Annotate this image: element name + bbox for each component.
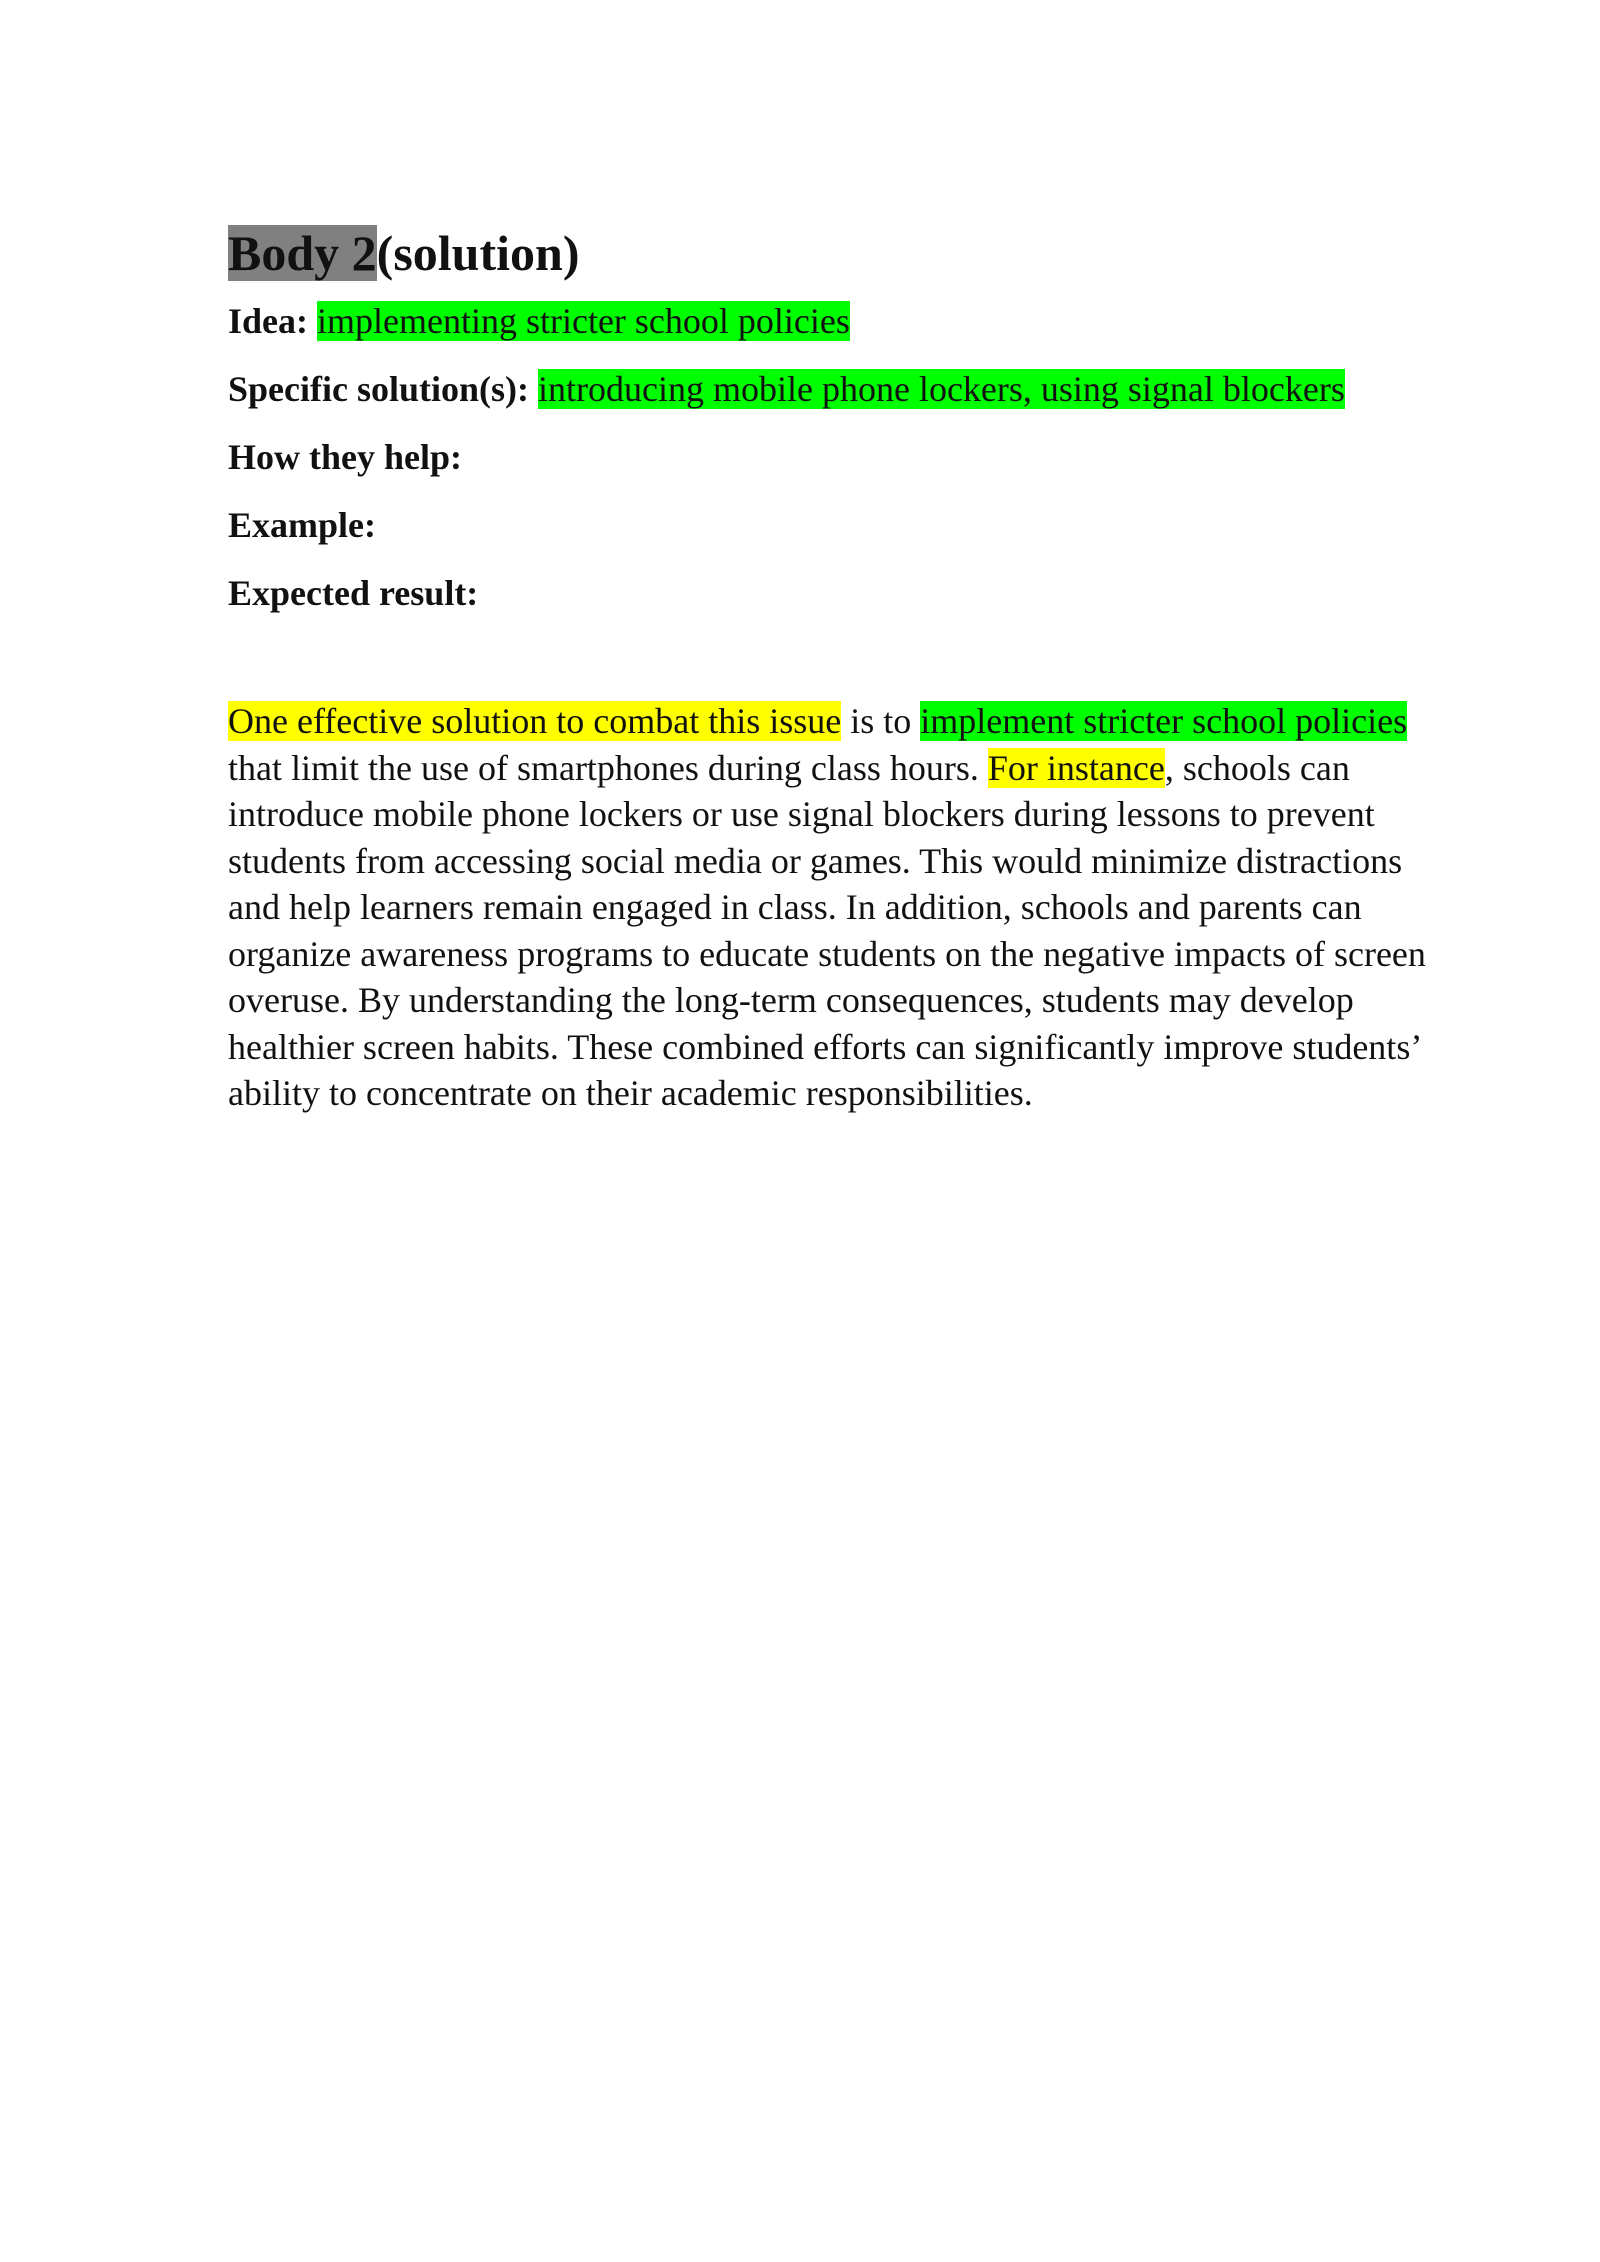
body-paragraph [228,698,1488,1117]
title-suffix: (solution) [376,225,580,281]
help-label: How they help: [228,437,462,477]
solutions-label: Specific solution(s): [228,369,529,409]
paragraph-line: healthier screen habits. These combined efforts can significantly improve students’ [228,1026,1423,1067]
idea-value: implementing stricter school policies [317,301,850,341]
paragraph-line: ability to concentrate on their academic responsibilities. [228,1073,1033,1113]
paragraph-line [228,698,1488,745]
help-field [228,434,1488,480]
title-highlight: Body 2 [228,225,377,281]
paragraph-line: and help learners remain engaged in class. In addition, schools and parents can [228,887,1362,927]
paragraph-line: overuse. By understanding the long-term consequences, students may develop [228,980,1354,1020]
outline-fields [228,298,1488,616]
idea-field [228,298,1488,344]
page-title [228,214,1488,292]
result-field [228,570,1488,616]
solutions-value: introducing mobile phone lockers, using signal blockers [538,369,1345,409]
paragraph-text: that limit the use of smartphones during class hours. [228,747,988,788]
example-field [228,502,1488,548]
paragraph-line [228,745,1488,792]
paragraph-line: introduce mobile phone lockers or use signal blockers during lessons to prevent [228,794,1375,834]
result-label: Expected result: [228,573,479,613]
idea-label: Idea: [228,301,308,341]
solution-phrase-highlight: implement stricter school policies [920,701,1408,741]
example-phrase-highlight: For instance [987,747,1165,788]
solutions-field [228,366,1488,412]
topic-phrase-highlight: One effective solution to combat this issue [228,701,842,741]
paragraph-text: is to [841,701,921,741]
document-body [228,214,1488,1117]
example-label: Example: [228,505,376,545]
paragraph-line: students from accessing social media or games. This would minimize distractions [228,840,1403,881]
paragraph-line: organize awareness programs to educate students on the negative impacts of screen [228,933,1426,974]
paragraph-text: , schools can [1164,747,1350,788]
